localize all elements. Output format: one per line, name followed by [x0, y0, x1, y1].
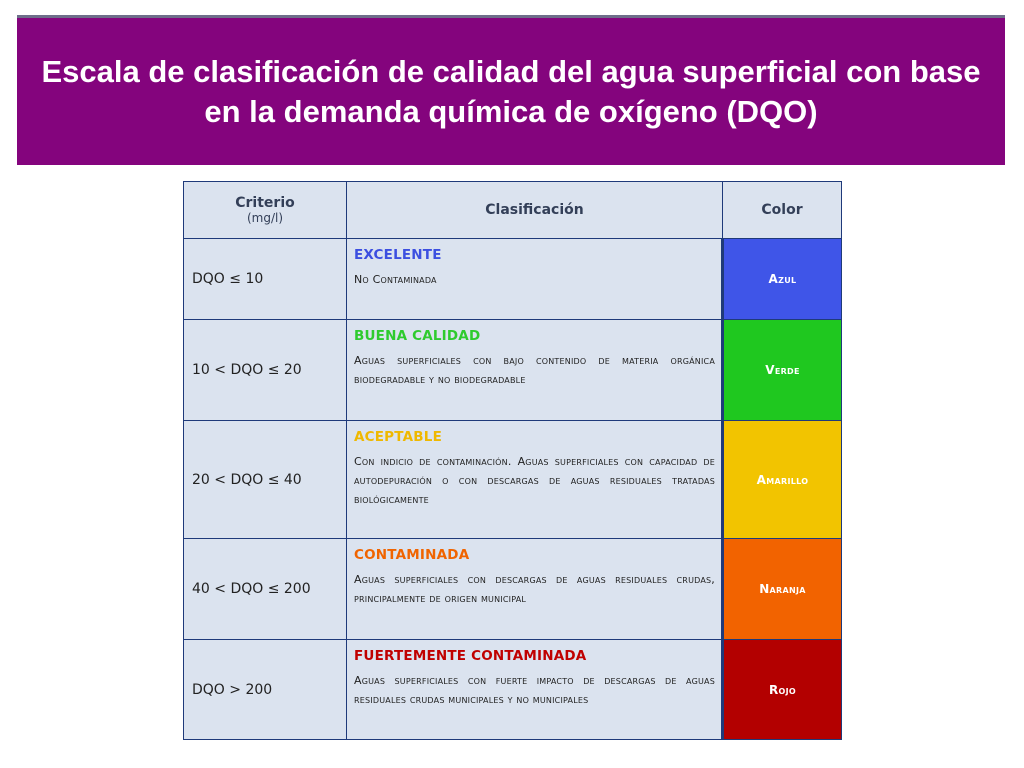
clasificacion-cell: [347, 239, 723, 320]
table-header-row: [184, 182, 842, 239]
clasificacion-cell: [347, 640, 723, 740]
criterio-cell: DQO ≤ 10: [184, 239, 347, 320]
classification-description: Aguas superficiales con descargas de aguas residuales crudas, principalmente de origen municipal: [354, 573, 715, 605]
classification-description: Aguas superficiales con bajo contenido de materia orgánica biodegradable y no biodegradable: [354, 354, 715, 386]
color-cell: Naranja: [723, 539, 842, 640]
table-row: [184, 640, 842, 740]
page-title: Escala de clasificación de calidad del agua superficial con base en la demanda química de oxígeno (DQO): [41, 53, 981, 129]
header-color: Color: [723, 182, 842, 239]
color-cell: Azul: [723, 239, 842, 320]
criterio-cell: 20 < DQO ≤ 40: [184, 421, 347, 539]
classification-title: ACEPTABLE: [354, 429, 442, 445]
classification-title: CONTAMINADA: [354, 547, 470, 563]
classification-title: EXCELENTE: [354, 247, 442, 263]
classification-description: Aguas superficiales con fuerte impacto de descargas de aguas residuales crudas municipales y no municipales: [354, 674, 715, 706]
color-cell: Rojo: [723, 640, 842, 740]
table-row: [184, 539, 842, 640]
color-cell: Amarillo: [723, 421, 842, 539]
classification-description: Con indicio de contaminación. Aguas superficiales con capacidad de autodepuración o con descargas de aguas residuales tratadas biológicamente: [354, 455, 715, 506]
title-banner: [17, 15, 1005, 165]
classification-description: No Contaminada: [354, 273, 437, 286]
criterio-cell: 40 < DQO ≤ 200: [184, 539, 347, 640]
table-row: [184, 239, 842, 320]
clasificacion-cell: [347, 320, 723, 421]
classification-table: [183, 181, 842, 740]
table-row: [184, 421, 842, 539]
clasificacion-cell: [347, 421, 723, 539]
header-criterio-unit: (mg/l): [246, 211, 284, 225]
header-criterio-label: Criterio: [235, 195, 295, 211]
criterio-cell: DQO > 200: [184, 640, 347, 740]
header-clasificacion: Clasificación: [347, 182, 723, 239]
classification-title: FUERTEMENTE CONTAMINADA: [354, 648, 587, 664]
table-row: [184, 320, 842, 421]
clasificacion-cell: [347, 539, 723, 640]
criterio-cell: 10 < DQO ≤ 20: [184, 320, 347, 421]
header-criterio: [184, 182, 347, 239]
color-cell: Verde: [723, 320, 842, 421]
classification-title: BUENA CALIDAD: [354, 328, 481, 344]
